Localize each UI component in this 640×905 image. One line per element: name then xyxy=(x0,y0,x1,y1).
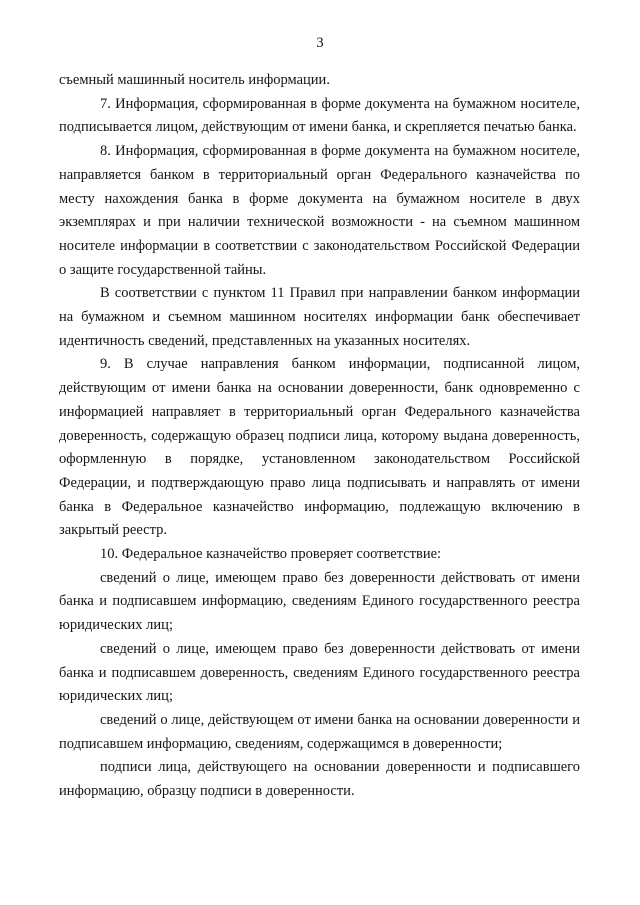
paragraph-check-attorney-info: сведений о лице, действующем от имени банка на основании доверенности и подписавшем информацию, сведениям, содержащимся в доверенности; xyxy=(59,711,580,752)
document-body xyxy=(59,69,580,804)
paragraph-check-signature-sample: подписи лица, действующего на основании доверенности и подписавшего информацию, образцу подписи в доверенности. xyxy=(59,759,580,800)
paragraph-check-power-of-attorney-signer: сведений о лице, имеющем право без доверенности действовать от имени банка и подписавшем доверенность, сведениям Единого государственного реестра юридических лиц; xyxy=(59,640,580,705)
page-number: 3 xyxy=(316,35,324,51)
paragraph-item-9: 9. В случае направления банком информации, подписанной лицом, действующим от имени банка на основании доверенности, банк одновременно с информацией направляет в территориальный орган Федерального казначейства доверенность, содержащую образец подписи лица, которому выдана доверенность, оформленную в порядке, установленном законодательством Российской Федерации, и подтверждающую право лица подписывать и направлять от имени банка в Федеральное казначейство информацию, подлежащую включению в закрытый реестр. xyxy=(59,356,580,539)
paragraph-item-10: 10. Федеральное казначейство проверяет соответствие: xyxy=(100,546,442,563)
paragraph-continuation: съемный машинный носитель информации. xyxy=(59,72,330,88)
paragraph-item-7: 7. Информация, сформированная в форме документа на бумажном носителе, подписывается лицом, действующим от имени банка, и скрепляется печатью банка. xyxy=(59,95,580,136)
paragraph-rule-11-reference: В соответствии с пунктом 11 Правил при направлении банком информации на бумажном и съемном машинном носителях информации банк обеспечивает идентичность сведений, представленных на указанных носителях. xyxy=(59,285,580,349)
paragraph-item-8: 8. Информация, сформированная в форме документа на бумажном носителе, направляется банком в территориальный орган Федерального казначейства по месту нахождения банка в форме документа на бумажном носителе в двух экземплярах и при наличии технической возможности - на съемном машинном носителе информации в соответствии с законодательством Российской Федерации о защите государственной тайны. xyxy=(59,143,580,278)
paragraph-check-signer-info: сведений о лице, имеющем право без доверенности действовать от имени банка и подписавшем информацию, сведениям Единого государственного реестра юридических лиц; xyxy=(59,569,580,634)
